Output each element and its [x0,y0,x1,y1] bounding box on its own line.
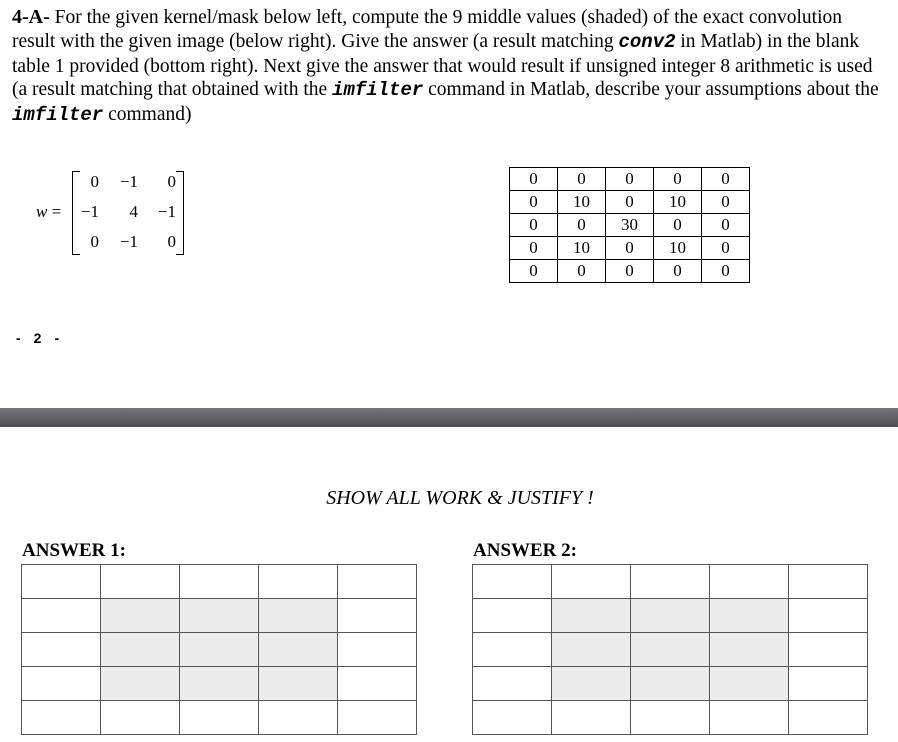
image-cell: 0 [558,260,606,283]
answer-cell-shaded[interactable] [101,667,180,701]
kernel-cell: 0 [90,172,99,191]
image-cell: 10 [558,237,606,260]
image-cell: 10 [654,191,702,214]
problem-line-2: result with the given image (below right). Give the answer (a result matching conv2 in Matlab) in the blank [12,30,860,53]
problem-line-5: imfilter command) [12,104,192,127]
answer-1-table[interactable] [21,564,417,735]
answer-cell[interactable] [22,633,101,667]
answer-cell-shaded[interactable] [710,599,789,633]
problem-line-1: 4-A- For the given kernel/mask below left, compute the 9 middle values (shaded) of the exact convolution [12,6,843,28]
answer-cell[interactable] [101,701,180,735]
answer-row [22,633,417,667]
answer-cell[interactable] [180,565,259,599]
answer-cell[interactable] [473,667,552,701]
answer-cell[interactable] [789,565,868,599]
instruction-text: SHOW ALL WORK & JUSTIFY ! [326,487,594,509]
answer-cell-shaded[interactable] [180,667,259,701]
answer-cell-shaded[interactable] [710,667,789,701]
answer-cell[interactable] [631,565,710,599]
image-cell: 0 [702,191,750,214]
imfilter-code-2: imfilter [12,104,104,127]
problem-label: 4-A- [12,6,50,28]
image-row [510,237,750,260]
image-cell: 0 [654,260,702,283]
answer-cell-shaded[interactable] [631,633,710,667]
image-cell: 0 [606,191,654,214]
image-cell: 0 [702,237,750,260]
answer-cell[interactable] [101,565,180,599]
answer-cell-shaded[interactable] [259,633,338,667]
right-bracket [176,171,184,255]
answer-cell[interactable] [338,633,417,667]
image-cell: 30 [606,214,654,237]
kernel-cell: 0 [167,172,176,191]
kernel-matrix [36,168,196,260]
answer-cell[interactable] [710,565,789,599]
answer-2-table[interactable] [472,564,868,735]
answer-cell[interactable] [180,701,259,735]
image-cell: 0 [654,214,702,237]
answer-cell[interactable] [22,599,101,633]
image-row [510,168,750,191]
answer-cell-shaded[interactable] [631,599,710,633]
image-grid [509,167,750,283]
image-cell: 0 [702,260,750,283]
image-cell: 0 [654,168,702,191]
answer-cell[interactable] [22,667,101,701]
answer-row [22,667,417,701]
kernel-cell: 4 [129,202,138,221]
answer-cell[interactable] [473,701,552,735]
image-row [510,214,750,237]
kernel-cell: −1 [157,202,176,221]
answer-cell[interactable] [710,701,789,735]
answer-cell[interactable] [259,565,338,599]
imfilter-code: imfilter [332,79,424,102]
answer-1-label: ANSWER 1: [22,540,126,561]
answer-cell[interactable] [631,701,710,735]
answer-cell-shaded[interactable] [710,633,789,667]
answer-row [22,701,417,735]
image-cell: 10 [558,191,606,214]
answer-cell[interactable] [789,599,868,633]
kernel-cell: −1 [80,202,99,221]
answer-cell[interactable] [473,565,552,599]
answer-cell[interactable] [789,633,868,667]
image-cell: 0 [702,214,750,237]
conv2-code: conv2 [618,30,676,53]
answer-cell[interactable] [473,633,552,667]
answer-cell-shaded[interactable] [259,667,338,701]
image-cell: 0 [510,191,558,214]
answer-row [473,701,868,735]
problem-statement [12,6,898,128]
answer-cell[interactable] [789,701,868,735]
image-cell: 0 [510,260,558,283]
kernel-label: w = [36,202,62,221]
answer-cell-shaded[interactable] [180,633,259,667]
image-cell: 0 [510,237,558,260]
answer-2-label: ANSWER 2: [473,540,577,561]
kernel-cell: 0 [90,232,99,251]
answer-row [473,667,868,701]
answer-cell[interactable] [473,599,552,633]
answer-cell-shaded[interactable] [552,667,631,701]
image-cell: 0 [702,168,750,191]
answer-row [473,565,868,599]
answer-row [473,633,868,667]
image-cell: 0 [606,237,654,260]
answer-cell[interactable] [22,565,101,599]
image-cell: 0 [558,214,606,237]
kernel-cell: −1 [119,172,138,191]
image-row [510,260,750,283]
image-cell: 10 [654,237,702,260]
answer-cell[interactable] [338,701,417,735]
image-cell: 0 [606,168,654,191]
answer-cell[interactable] [338,565,417,599]
image-cell: 0 [558,168,606,191]
answer-cell-shaded[interactable] [101,599,180,633]
problem-line-3: table 1 provided (bottom right). Next give the answer that would result if unsigned integer 8 arithmetic is used [12,55,873,77]
answer-cell-shaded[interactable] [101,633,180,667]
kernel-cell: −1 [119,232,138,251]
problem-line-4: (a result matching that obtained with the imfilter command in Matlab, describe your assumptions about the [12,79,879,102]
answer-cell-shaded[interactable] [259,599,338,633]
image-row [510,191,750,214]
answer-cell-shaded[interactable] [631,667,710,701]
answer-row [473,599,868,633]
answer-cell-shaded[interactable] [180,599,259,633]
answer-cell-shaded[interactable] [552,599,631,633]
answer-cell[interactable] [259,701,338,735]
answer-cell[interactable] [552,565,631,599]
image-cell: 0 [510,214,558,237]
image-cell: 0 [510,168,558,191]
answer-cell[interactable] [338,599,417,633]
answer-cell[interactable] [22,701,101,735]
kernel-cell: 0 [167,232,176,251]
answer-cell-shaded[interactable] [552,633,631,667]
page-number: - 2 - [16,330,61,346]
answer-cell[interactable] [552,701,631,735]
answer-row [22,599,417,633]
answer-cell[interactable] [338,667,417,701]
answer-row [22,565,417,599]
answer-cell[interactable] [789,667,868,701]
page-divider [0,408,898,427]
image-cell: 0 [606,260,654,283]
